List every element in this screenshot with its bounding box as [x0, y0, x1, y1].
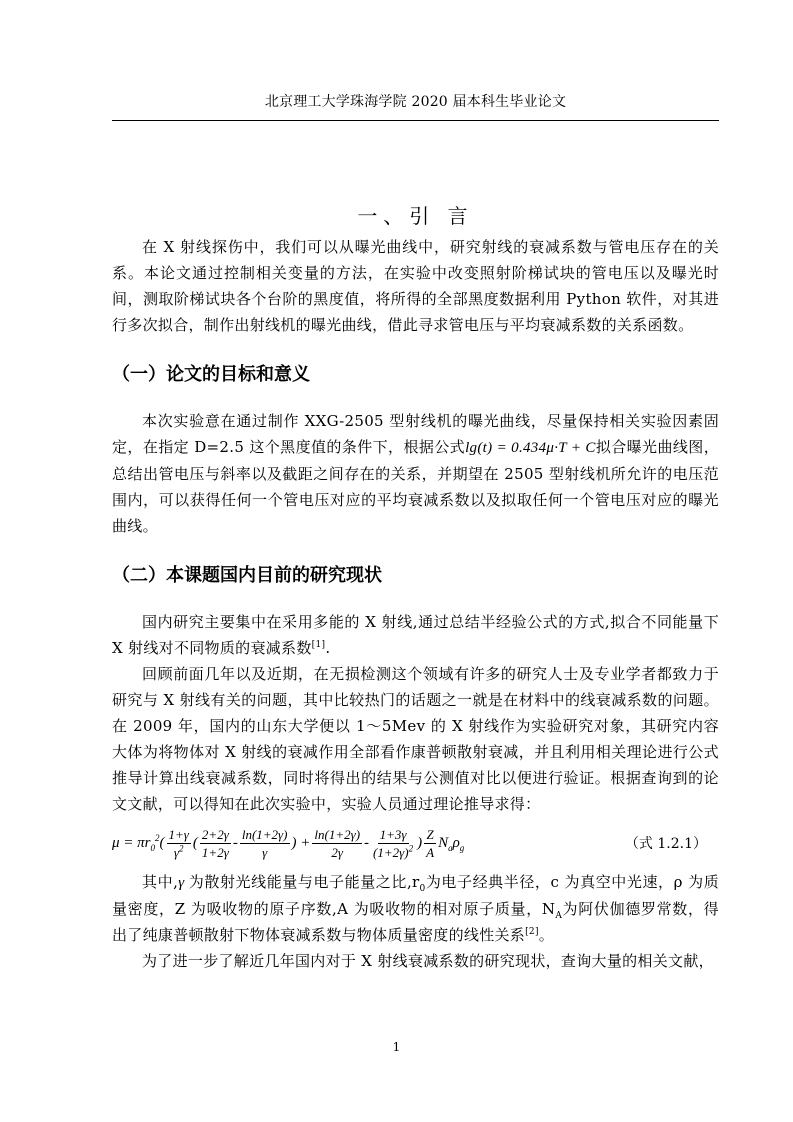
section2-paragraph-2: 回顾前面几年以及近期，在无损检测这个领域有许多的研究人士及专业学者都致力于研究与 X 射线有关的问题，其中比较热门的话题之一就是在材料中的线衰减系数的问题。在 2009 年，国内的山东大学便以 1～5Mev 的 X 射线作为实验研究对象，其研究内容大体为将物体对 X 射线的衰减作用全部看作康普顿散射衰减，并且利用相关理论进行公式推导计算出线衰减系数，同时将得出的结果与公测值对比以便进行验证。根据查询到的论文文献，可以得知在此次实验中，实验人员通过理论推导求得： — [112, 665, 719, 813]
citation-2: [2] — [525, 927, 539, 937]
section2-paragraph-4: 为了进一步了解近几年国内对于 X 射线衰减系数的研究现状，查询大量的相关文献， — [142, 952, 714, 970]
section1-text-b: 拟合曝光曲线图，总结出管电压与斜率以及截距之间存在的关系，并期望在 2505 型射线机所允许的电压范围内，可以获得任何一个管电压对应的平均衰减系数以及拟取任何一个管电压对应的曝光曲线。 — [112, 438, 719, 535]
section1-heading: （一）论文的目标和意义 — [112, 364, 310, 385]
inline-formula: lg(t) = 0.434μ·T + C — [465, 440, 596, 456]
running-header: 北京理工大学珠海学院 2020 届本科生毕业论文 — [264, 94, 567, 110]
section2-paragraph-1: 国内研究主要集中在采用多能的 X 射线,通过总结半经验公式的方式,拟合不同能量下 X 射线对不同物质的衰减系数[1]. — [112, 613, 719, 657]
chapter-title: 一、引 言 — [357, 204, 474, 228]
section2-paragraph-3: 其中,γ 为散射光线能量与电子能量之比$,r_0$为电子经典半径，c 为真空中光速，ρ 为质量密度，Z 为吸收物的原子序数,A 为吸收物的相对原子质量，$N_A$为阿伏伽德罗常数，得出了纯康普顿散射下物体衰减系数与物体质量密度的线性关系[2]。 — [112, 873, 719, 944]
citation-1: [1] — [311, 640, 326, 650]
header-rule — [112, 120, 719, 121]
equation-label: （式 1.2.1） — [624, 836, 707, 852]
page-body — [112, 198, 719, 974]
section1-text-a: 本次实验意在通过制作 XXG-2505 型射线机的曝光曲线，尽量保持相关实验因素固定，在指定 D=2.5 这个黑度值的条件下，根据公式 — [112, 412, 719, 456]
equation-1-2-1: $\mu = \pi r_0^2$( $\frac{1+\gamma}{\gamma^2}$ ( $\frac{2+2\gamma}{1+2\gamma}$ - $\frac{\ln(1+2\gamma)}{\gamma}$ ) + $\frac{\ln(1+2\gamma)}{2\gamma}$ - $\frac{1+3\gamma}{(1+2\gamma)^2}$ ) $\frac{Z}{A}$ $N_a\rho_g$ — [112, 826, 465, 860]
equation-block — [112, 817, 719, 869]
section1-paragraph — [112, 408, 719, 539]
section2-heading: （二）本课题国内目前的研究现状 — [112, 565, 382, 586]
page-number: 1 — [392, 1040, 401, 1054]
intro-paragraph: 在 X 射线探伤中，我们可以从曝光曲线中，研究射线的衰减系数与管电压存在的关系。本论文通过控制相关变量的方法，在实验中改变照射阶梯试块的管电压以及曝光时间，测取阶梯试块各个台阶的黑度值，将所得的全部黑度数据利用 Python 软件，对其进行多次拟合，制作出射线机的曝光曲线，借此寻求管电压与平均衰减系数的关系函数。 — [112, 238, 719, 334]
